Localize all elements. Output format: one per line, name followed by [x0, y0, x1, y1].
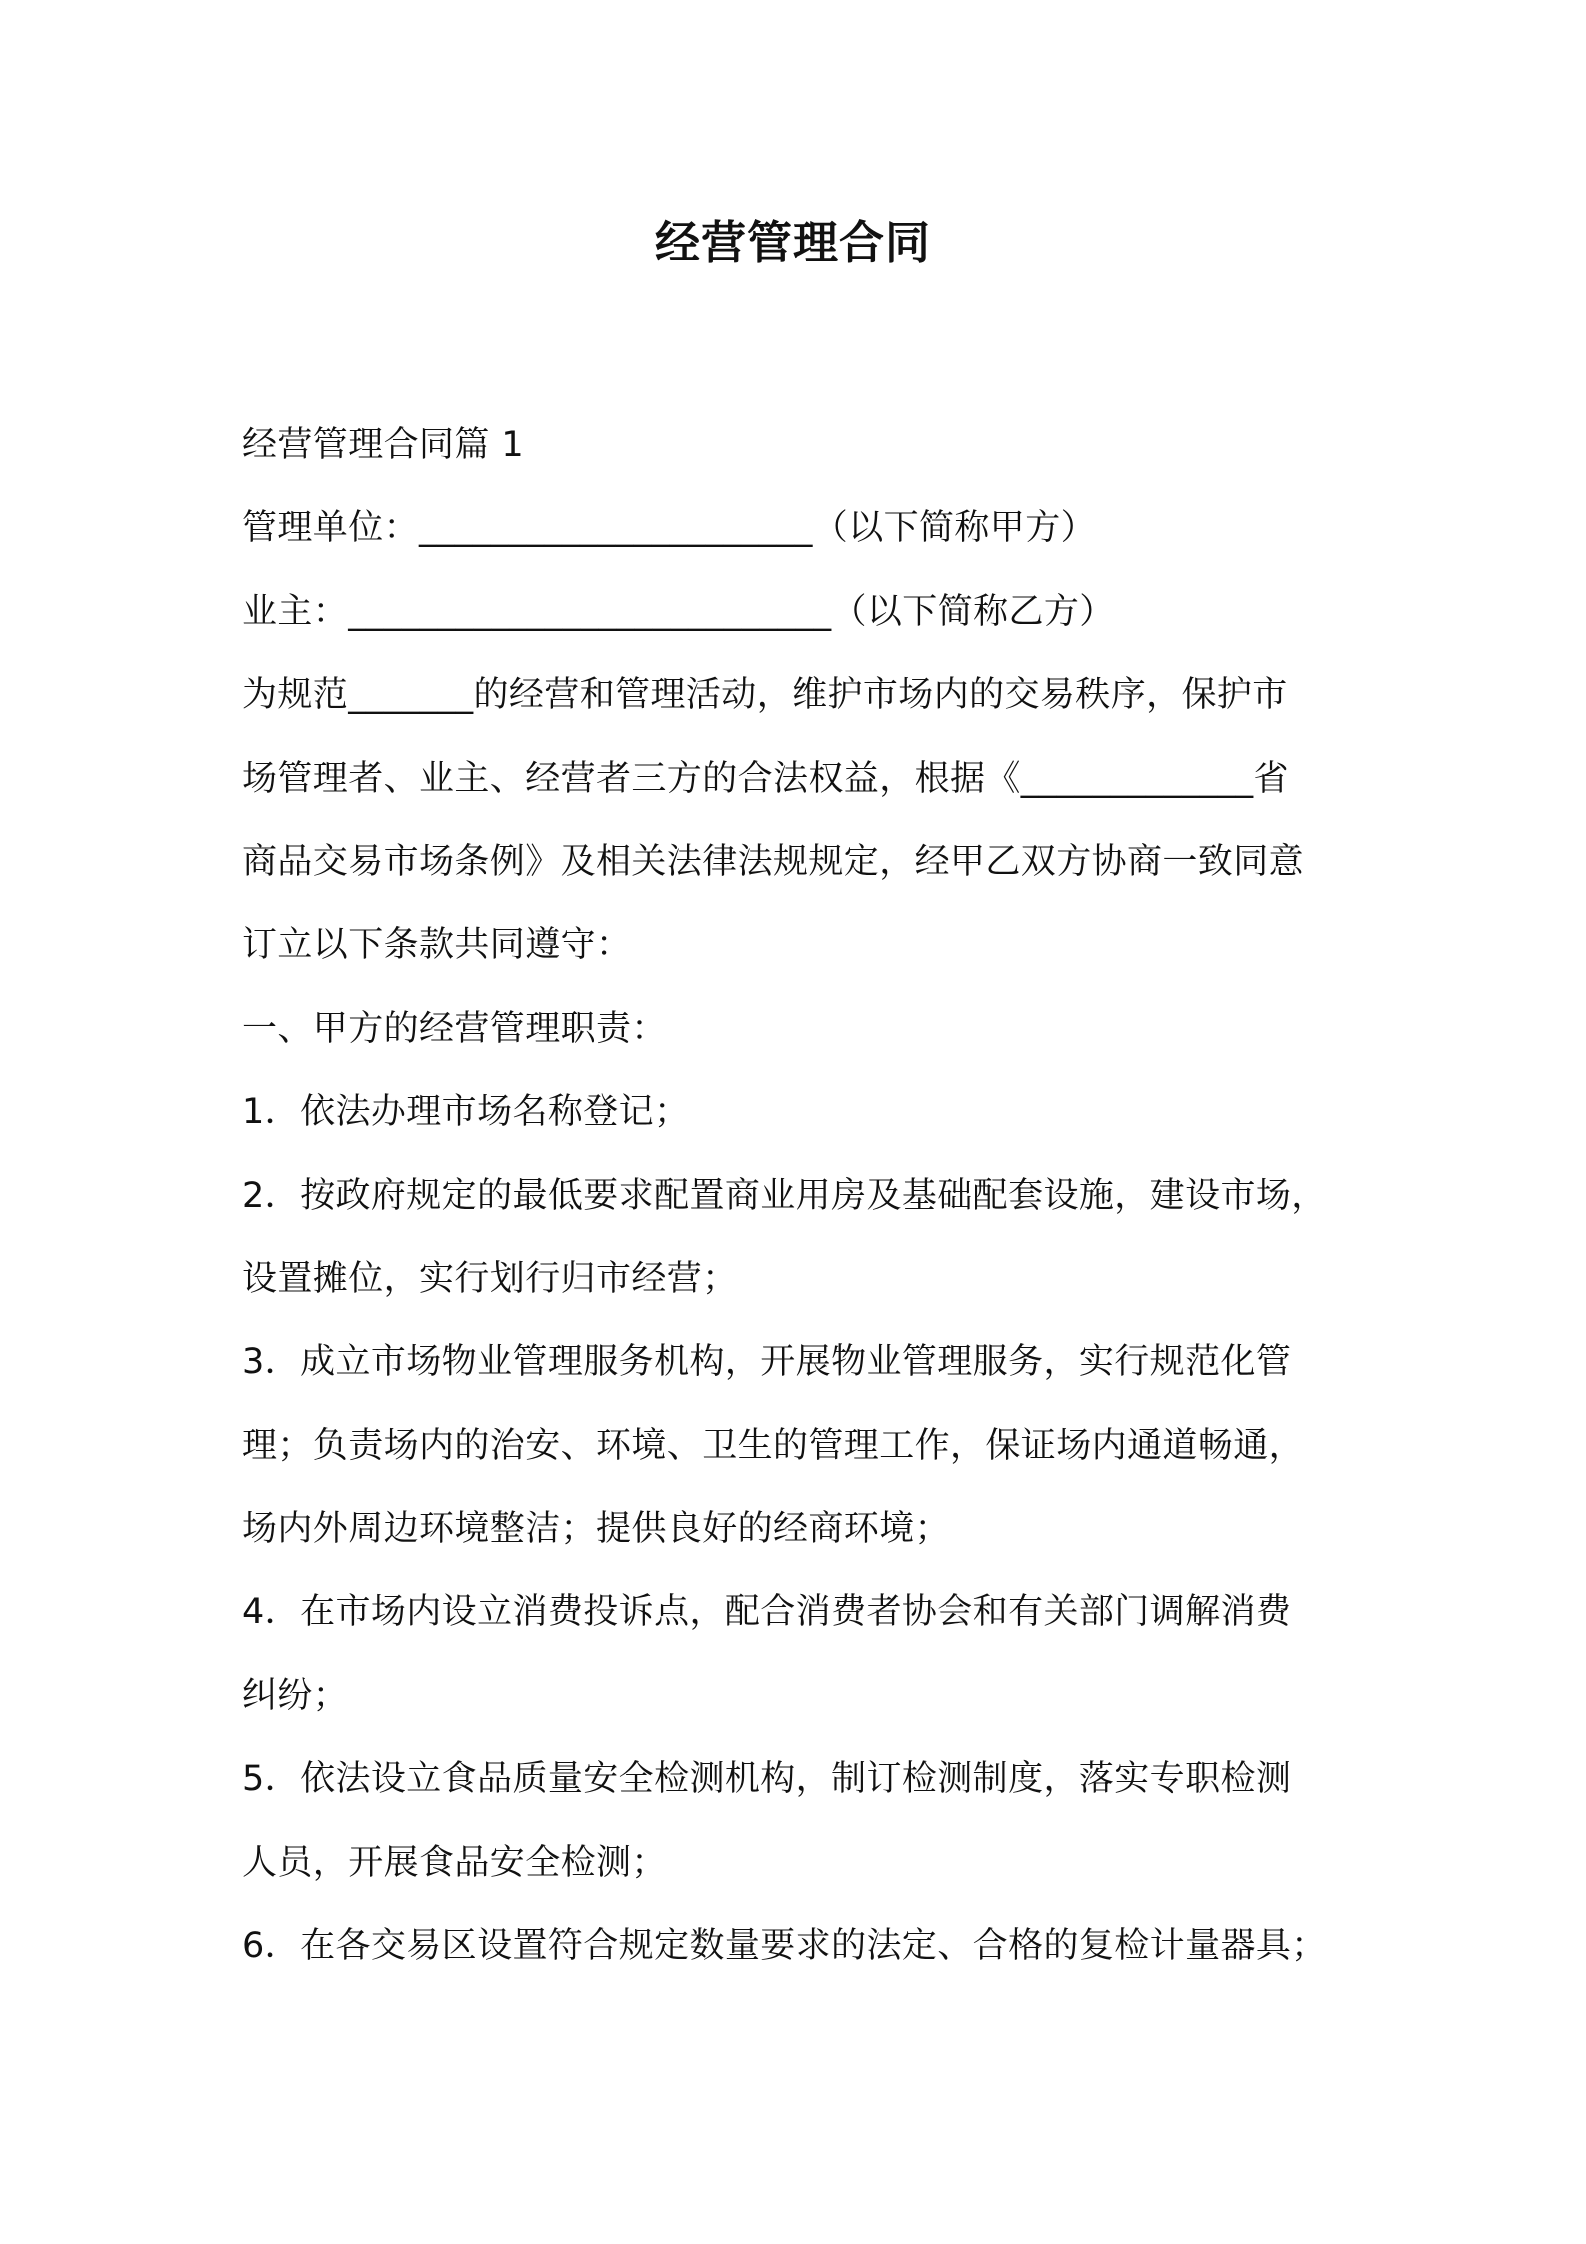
section-heading: 经营管理合同篇 1: [242, 425, 524, 465]
clause-item: 6．在各交易区设置符合规定数量要求的法定、合格的复检计量器具；: [242, 1926, 1327, 1967]
clause-item: 场内外周边环境整洁；提供良好的经商环境；: [242, 1509, 951, 1550]
clause-item: 5．依法设立食品质量安全检测机构，制订检测制度，落实专职检测: [242, 1759, 1292, 1800]
clause-item: 4．在市场内设立消费投诉点，配合消费者协会和有关部门调解消费: [242, 1592, 1292, 1633]
clause-item: 1．依法办理市场名称登记；: [242, 1092, 690, 1133]
clause-item: 理；负责场内的治安、环境、卫生的管理工作，保证场内通道畅通，: [242, 1425, 1305, 1466]
clause-item: 2．按政府规定的最低要求配置商业用房及基础配套设施，建设市场，: [242, 1175, 1327, 1216]
party-a-line: 管理单位：______________________（以下简称甲方）: [242, 508, 1097, 549]
preamble-line: 商品交易市场条例》及相关法律法规规定，经甲乙双方协商一致同意: [242, 841, 1305, 882]
preamble-line: 订立以下条款共同遵守：: [242, 925, 632, 966]
clause-item: 3．成立市场物业管理服务机构，开展物业管理服务，实行规范化管: [242, 1342, 1292, 1383]
preamble-line: 场管理者、业主、经营者三方的合法权益，根据《_____________省: [242, 758, 1289, 799]
clause-item: 设置摊位，实行划行归市经营；: [242, 1258, 738, 1299]
document-title: 经营管理合同: [654, 216, 931, 269]
document-body: [242, 404, 1372, 1988]
preamble-line: 为规范_______的经营和管理活动，维护市场内的交易秩序，保护市: [242, 675, 1288, 716]
clause-item: 人员，开展食品安全检测；: [242, 1842, 667, 1883]
clause-heading: 一、甲方的经营管理职责：: [242, 1008, 667, 1049]
party-b-line: 业主：___________________________（以下简称乙方）: [242, 591, 1115, 632]
clause-item: 纠纷；: [242, 1675, 349, 1716]
